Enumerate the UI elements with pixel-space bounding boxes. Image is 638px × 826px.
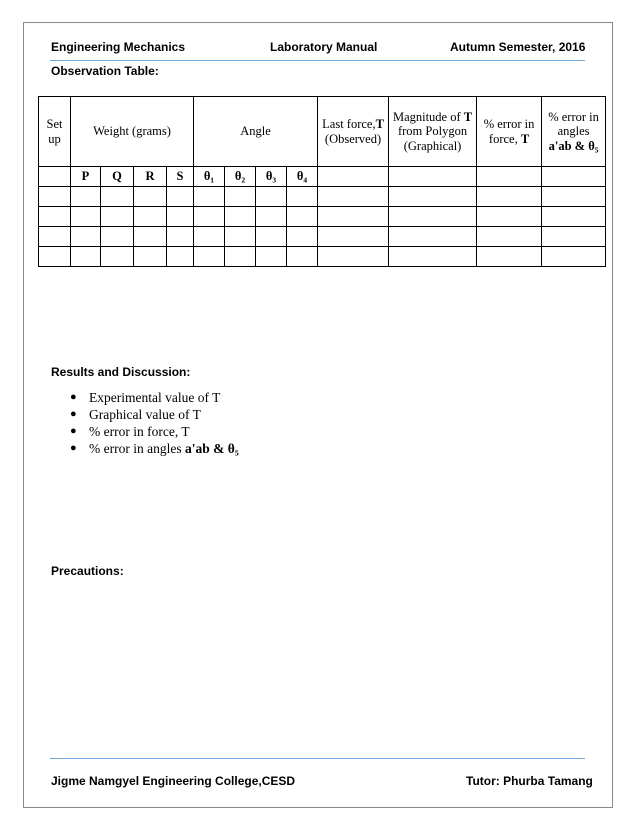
table-row [39,187,606,207]
results-title: Results and Discussion: [51,365,191,379]
header-setup: Set up [39,97,71,167]
header-error-force: % error in force, T [477,97,542,167]
header-error-angle: % error in angles a'ab & θ₅ [542,97,606,167]
table-row [39,247,606,267]
observation-table [38,96,606,267]
header-manual: Laboratory Manual [270,40,378,54]
header-last-force: Last force,T (Observed) [318,97,389,167]
subheader-cell: θ₄ [287,167,318,187]
list-item: ● Experimental value of T [70,390,221,405]
results-list [70,389,239,457]
subheader-cell: P [71,167,101,187]
subheader-cell: θ₁ [194,167,225,187]
header-magnitude: Magnitude of T from Polygon (Graphical) [389,97,477,167]
footer-college: Jigme Namgyel Engineering College,CESD [51,774,296,788]
observation-title: Observation Table: [51,64,159,78]
list-item: ● Graphical value of T [70,407,201,422]
header-course: Engineering Mechanics [51,40,186,54]
header-rule [50,60,585,61]
subheader-cell: R [134,167,167,187]
list-item: ● % error in force, T [70,424,190,439]
precautions-title: Precautions: [51,564,124,578]
subheader-cell: θ₃ [256,167,287,187]
subheader-cell: θ₂ [225,167,256,187]
list-item: ● % error in angles a'ab & θ₅ [70,441,239,456]
header-weight: Weight (grams) [71,97,194,167]
table-row [39,207,606,227]
footer-tutor: Tutor: Phurba Tamang [466,774,593,788]
header-angle: Angle [194,97,318,167]
table-row [39,227,606,247]
subheader-cell: S [167,167,194,187]
table-subheader-row [39,167,606,187]
subheader-cell: Q [101,167,134,187]
header-semester: Autumn Semester, 2016 [450,40,586,54]
table-header-row [39,97,606,167]
footer-rule [50,758,585,759]
